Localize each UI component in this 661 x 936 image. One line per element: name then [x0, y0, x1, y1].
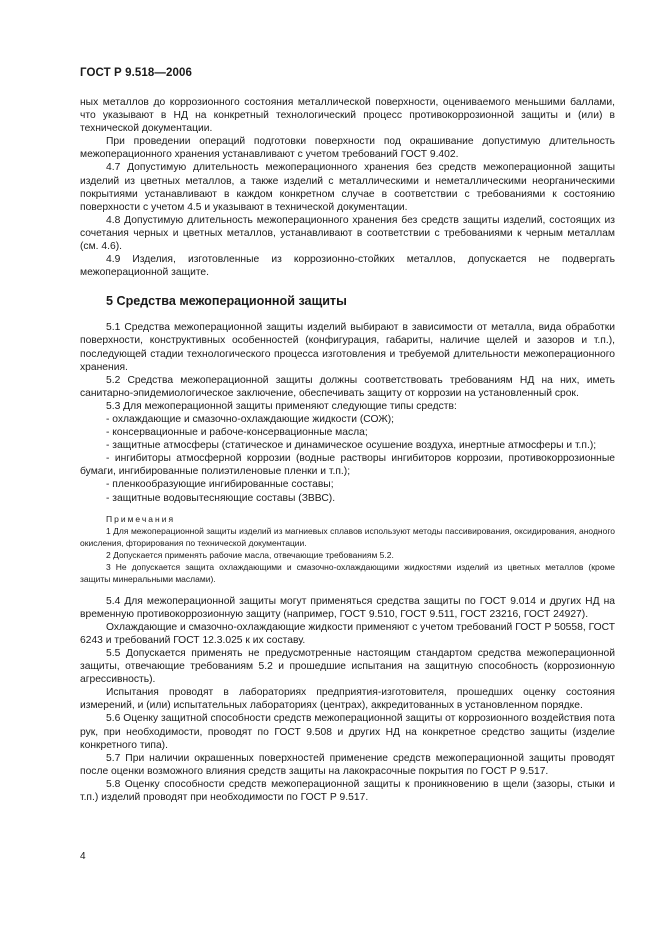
list-item: - охлаждающие и смазочно-охлаждающие жидкости (СОЖ); — [106, 413, 395, 425]
clause-4-7: 4.7 Допустимую длительность межоперационного хранения без средств межоперационной защиты изделий из цветных металлов, а также изделий с металлическими и неметаллическими неорганическими покрытиями устанавливают в каждом конкретном случае в соответствии с требованиями к состоянию поверхности с учетом 4.5 и указывают в технической документации. — [80, 162, 615, 213]
list-item: - пленкообразующие ингибированные составы; — [106, 479, 334, 491]
page-number: 4 — [80, 851, 86, 862]
clause-5-8: 5.8 Оценку способности средств межоперационной защиты к проникновению в щели (зазоры, стыки и т.п.) изделий проводят при необходимости по ГОСТ Р 9.517. — [80, 778, 615, 804]
clause-5-2: 5.2 Средства межоперационной защиты должны соответствовать требованиям НД на них, иметь санитарно-эпидемиологическое заключение, обеспечивать защиту от коррозии на установленный срок. — [80, 374, 615, 399]
clause-5-7: 5.7 При наличии окрашенных поверхностей применение средств межоперационной защиты проводят после оценки возможного влияния средств защиты на лакокрасочные покрытия по ГОСТ Р 9.517. — [80, 752, 615, 777]
paragraph: Охлаждающие и смазочно-охлаждающие жидкости применяют с учетом требований ГОСТ Р 50558, ГОСТ 6243 и требований ГОСТ 12.3.025 к их составу. — [80, 621, 615, 646]
document-body — [80, 96, 615, 804]
clause-4-8: 4.8 Допустимую длительность межоперационного хранения без средств защиты изделий, состоящих из сочетания черных и цветных металлов, устанавливают в соответствии с требованиями к черным металлам (см. 4.6). — [80, 214, 615, 253]
paragraph: При проведении операций подготовки поверхности под окрашивание допустимую длительность межоперационного хранения устанавливают с учетом требований ГОСТ 9.402. — [80, 136, 615, 161]
clause-5-5: 5.5 Допускается применять не предусмотренные настоящим стандартом средства межоперационной защиты, отвечающие требованиям 5.2 и прошедшие испытания на защитную способность (коррозионную агрессивность). — [80, 648, 615, 686]
section-heading: 5 Средства межоперационной защиты — [106, 294, 347, 309]
note-item: 3 Не допускается защита охлаждающими и смазочно-охлаждающими жидкостями изделий из цветных металлов (кроме защиты минеральными маслами). — [80, 561, 615, 584]
note-item: 1 Для межоперационной защиты изделий из магниевых сплавов используют методы пассивирования, оксидирования, анодного окисления, фторирования по технической документации. — [80, 525, 615, 548]
document-header: ГОСТ Р 9.518—2006 — [80, 67, 192, 79]
paragraph: Испытания проводят в лабораториях предприятия-изготовителя, прошедших оценку состояния измерений, и (или) испытательных лабораториях (центрах), аккредитованных в установленном порядке. — [80, 687, 615, 712]
clause-5-4: 5.4 Для межоперационной защиты могут применяться средства защиты по ГОСТ 9.014 и других НД на временную противокоррозионную защиту (например, ГОСТ 9.510, ГОСТ 9.511, ГОСТ 23216, ГОСТ 24927). — [80, 595, 615, 620]
notes-block — [80, 513, 615, 585]
spacer — [80, 585, 615, 595]
list-item: - защитные водовытесняющие составы (ЗВВС). — [106, 492, 336, 504]
note-item: 2 Допускается применять рабочие масла, отвечающие требованиям 5.2. — [106, 549, 394, 560]
notes-title: Примечания — [106, 513, 176, 524]
paragraph-continuation: ных металлов до коррозионного состояния металлической поверхности, оцениваемого меньшими баллами, что указывают в НД на конкретный технологический процесс противокоррозионной защиты и (или) в технической документации. — [80, 97, 615, 135]
clause-4-9: 4.9 Изделия, изготовленные из коррозионно-стойких металлов, допускается не подвергать межоперационной защите. — [80, 254, 615, 279]
clause-5-1: 5.1 Средства межоперационной защиты изделий выбирают в зависимости от металла, вида обработки поверхности, конструктивных особенностей (конфигурация, габариты, наличие щелей и зазоров и т.п.), последующей стадии технологического процесса изготовления и требуемой длительности межоперационного хранения. — [80, 322, 615, 373]
list-item: - консервационные и рабоче-консервационные масла; — [106, 427, 368, 439]
list-item: - ингибиторы атмосферной коррозии (водные растворы ингибиторов коррозии, противокоррозионные бумаги, ингибированные полиэтиленовые пленки и т.п.); — [80, 453, 615, 478]
clause-5-3: 5.3 Для межоперационной защиты применяют следующие типы средств: — [106, 400, 457, 412]
list-item: - защитные атмосферы (статическое и динамическое осушение воздуха, инертные атмосферы и т.п.); — [106, 440, 597, 452]
clause-5-6: 5.6 Оценку защитной способности средств межоперационной защиты от коррозионного воздействия пота рук, при необходимости, проводят по ГОСТ 9.508 и других НД на конкретное средство защиты (изделие конкретного типа). — [80, 713, 615, 751]
